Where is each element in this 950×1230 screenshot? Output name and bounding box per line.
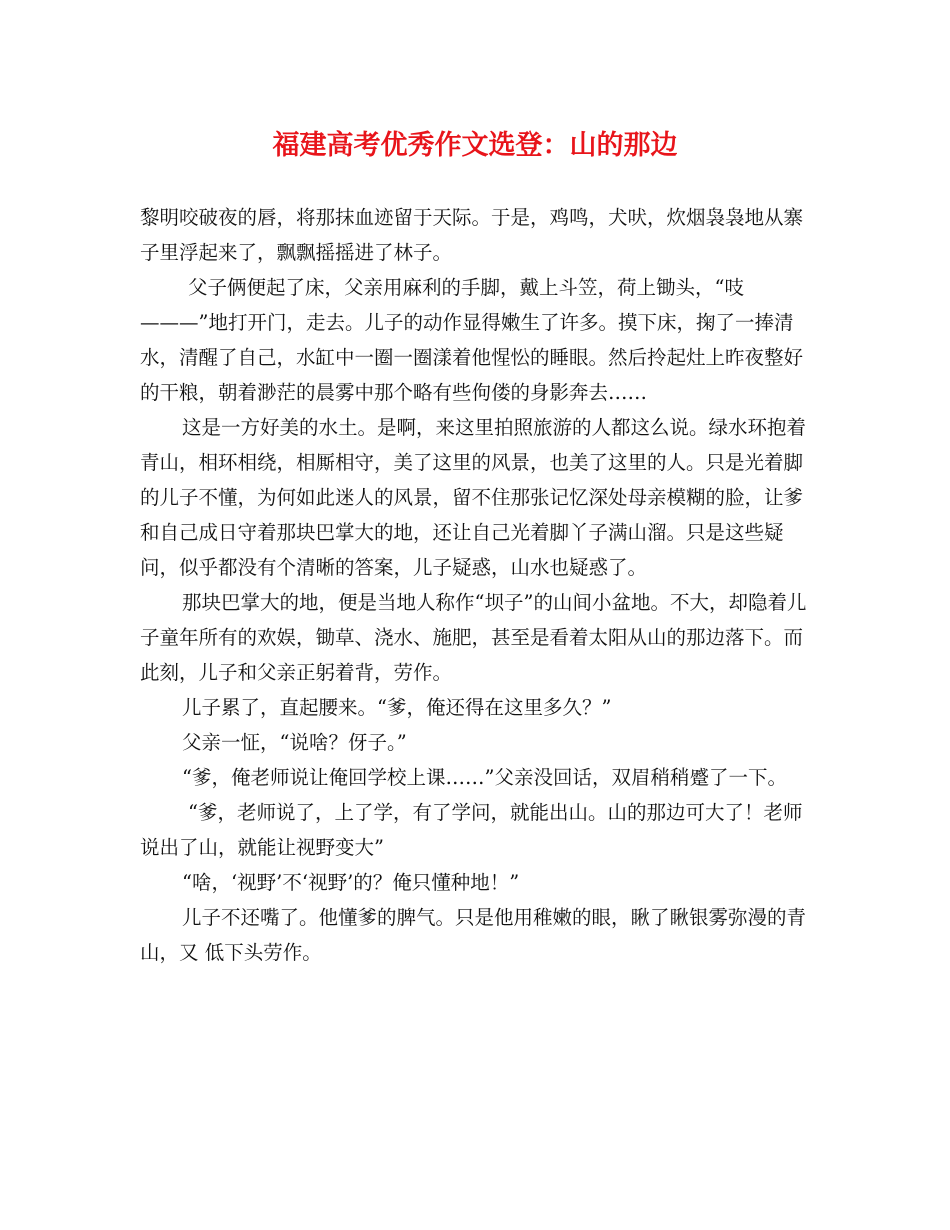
paragraph-1: 黎明咬破夜的唇，将那抹血迹留于天际。于是，鸡鸣，犬吠，炊烟袅袅地从寨子里浮起来了，飘飘摇摇进了林子。 [140,206,804,264]
paragraph-6: 父亲一怔，“说啥？伢子。” [182,731,407,754]
paragraph-8: “爹，老师说了，上了学，有了学问，就能出山。山的那边可大了！老师说出了山，就能让视野变大” [140,801,803,859]
paragraph-2: 父子俩便起了床，父亲用麻利的手脚，戴上斗笠，荷上锄头，“吱———”地打开门，走去。儿子的动作显得嫩生了许多。摸下床，掬了一捧清水，清醒了自己，水缸中一圈一圈漾着他惺忪的睡眼。然后拎起灶上昨夜整好的干粮，朝着渺茫的晨雾中那个略有些佝偻的身影奔去…… [140,276,804,404]
paragraph-4: 那块巴掌大的地，便是当地人称作“坝子”的山间小盆地。不大，却隐着儿子童年所有的欢娱，锄草、浇水、施肥，甚至是看着太阳从山的那边落下。而此刻，儿子和父亲正躬着背，劳作。 [140,591,807,684]
document-title: 福建高考优秀作文选登：山的那边 [272,130,678,161]
paragraph-7: “爹，俺老师说让俺回学校上课……”父亲没回话，双眉稍稍蹙了一下。 [182,766,787,789]
paragraph-5: 儿子累了，直起腰来。“爹，俺还得在这里多久？” [182,696,612,719]
paragraph-9: “啥，‘视野’不‘视野’的？俺只懂种地！” [182,871,520,894]
paragraph-10: 儿子不还嘴了。他懂爹的脾气。只是他用稚嫩的眼，瞅了瞅银雾弥漫的青山，又 低下头劳作。 [140,906,807,964]
paragraph-3: 这是一方好美的水土。是啊，来这里拍照旅游的人都这么说。绿水环抱着青山，相环相绕，相厮相守，美了这里的风景，也美了这里的人。只是光着脚的儿子不懂，为何如此迷人的风景，留不住那张记忆深处母亲模糊的脸，让爹和自己成日守着那块巴掌大的地，还让自己光着脚丫子满山溜。只是这些疑问，似乎都没有个清晰的答案，儿子疑惑，山水也疑惑了。 [140,416,807,579]
document-body [140,200,820,970]
